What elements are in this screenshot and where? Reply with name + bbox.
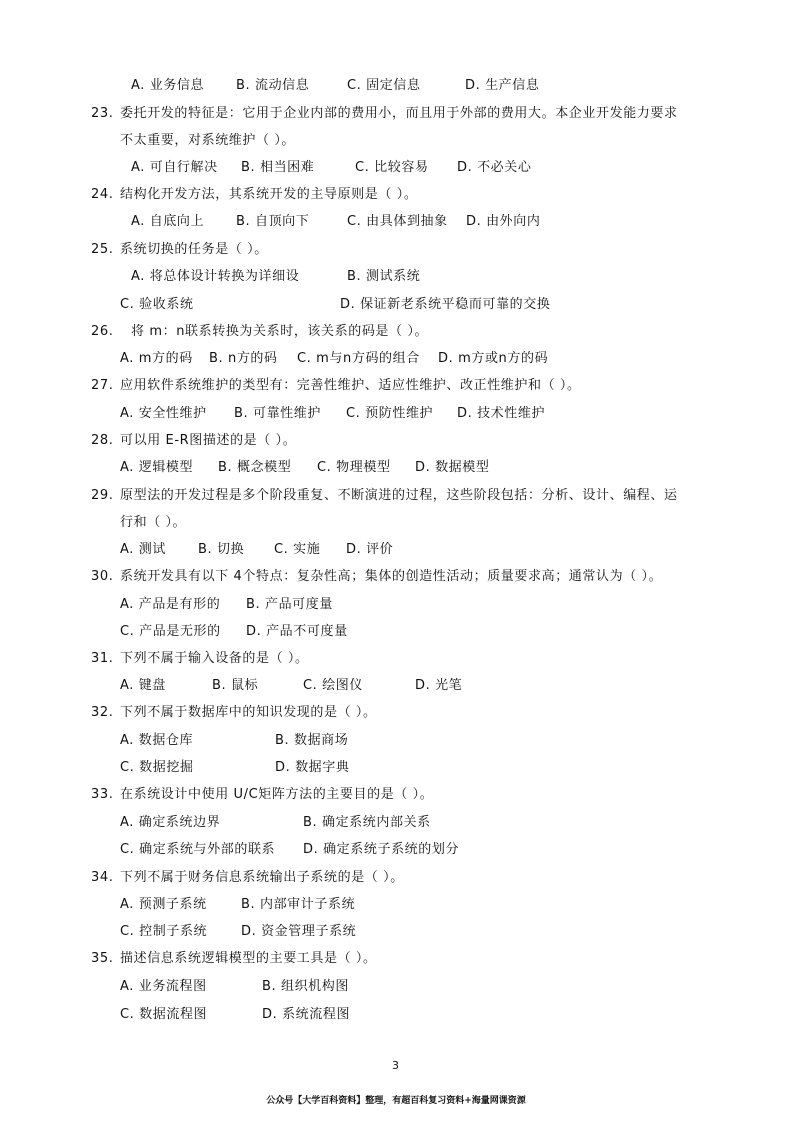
- option-c: C. 比较容易: [355, 160, 429, 175]
- option-b: B. 内部审计子系统: [241, 897, 356, 912]
- option-d: D. 产品不可度量: [246, 624, 348, 639]
- question-number: 34.: [91, 870, 114, 885]
- option-a: A. 确定系统边界: [120, 815, 221, 830]
- option-c: C. 验收系统: [120, 297, 194, 312]
- option-c: C. 固定信息: [347, 78, 421, 93]
- option-d: D. 不必关心: [457, 160, 532, 175]
- option-d: D. 系统流程图: [262, 1007, 351, 1022]
- option-c: C. m与n方码的组合: [297, 351, 420, 366]
- question-number: 25.: [91, 242, 114, 257]
- option-c: C. 确定系统与外部的联系: [120, 842, 276, 857]
- option-a: A. 安全性维护: [120, 406, 207, 421]
- option-a: A. 产品是有形的: [120, 597, 221, 612]
- question-number: 23.: [91, 106, 114, 121]
- option-a: A. 将总体设计转换为详细设: [131, 269, 300, 284]
- option-d: D. 数据字典: [275, 760, 350, 775]
- option-a: A. m方的码: [120, 351, 193, 366]
- question-text: 委托开发的特征是：它用于企业内部的费用小，而且用于外部的费用大。本企业开发能力要求: [120, 106, 678, 121]
- footer-note: 公众号【大学百科资料】整理，有超百科复习资料+海量网课资源: [266, 1096, 526, 1106]
- option-b: B. 流动信息: [236, 78, 310, 93]
- question-number: 26.: [91, 324, 114, 339]
- option-b: B. 产品可度量: [246, 597, 333, 612]
- option-d: D. 光笔: [415, 678, 463, 693]
- option-a: A. 业务信息: [131, 78, 205, 93]
- question-number: 30.: [91, 569, 114, 584]
- option-b: B. 确定系统内部关系: [303, 815, 431, 830]
- option-b: B. 切换: [198, 542, 245, 557]
- question-text: 行和（ ）。: [120, 515, 187, 530]
- page-number: 3: [392, 1059, 399, 1072]
- option-b: B. 组织机构图: [262, 979, 349, 994]
- question-text: 下列不属于数据库中的知识发现的是（ ）。: [120, 705, 377, 720]
- option-d: D. 生产信息: [465, 78, 540, 93]
- option-b: B. 可靠性维护: [234, 406, 321, 421]
- option-b: B. 数据商场: [275, 733, 349, 748]
- option-c: C. 物理模型: [317, 460, 391, 475]
- option-d: D. 确定系统子系统的划分: [303, 842, 460, 857]
- question-number: 32.: [91, 705, 114, 720]
- question-number: 24.: [91, 187, 114, 202]
- question-number: 35.: [91, 951, 114, 966]
- option-a: A. 逻辑模型: [120, 460, 194, 475]
- option-c: C. 预防性维护: [346, 406, 434, 421]
- option-c: C. 实施: [274, 542, 321, 557]
- option-a: A. 测试: [120, 542, 166, 557]
- option-a: A. 预测子系统: [120, 897, 207, 912]
- option-b: B. n方的码: [209, 351, 278, 366]
- option-a: A. 数据仓库: [120, 733, 194, 748]
- option-b: B. 测试系统: [347, 269, 421, 284]
- option-d: D. 数据模型: [415, 460, 490, 475]
- option-b: B. 鼠标: [212, 678, 259, 693]
- option-c: C. 数据挖掘: [120, 760, 194, 775]
- option-a: A. 业务流程图: [120, 979, 207, 994]
- option-b: B. 概念模型: [218, 460, 292, 475]
- question-text: 描述信息系统逻辑模型的主要工具是（ ）。: [120, 951, 377, 966]
- question-number: 31.: [91, 651, 114, 666]
- question-text: 在系统设计中使用 U/C矩阵方法的主要目的是（ ）。: [120, 787, 434, 802]
- option-d: D. 评价: [346, 542, 394, 557]
- option-d: D. 资金管理子系统: [241, 924, 357, 939]
- question-text: 将 m：n联系转换为关系时，该关系的码是（ ）。: [131, 324, 429, 339]
- option-c: C. 控制子系统: [120, 924, 208, 939]
- option-b: B. 相当困难: [241, 160, 315, 175]
- option-d: D. 保证新老系统平稳而可靠的交换: [340, 297, 551, 312]
- question-number: 27.: [91, 378, 114, 393]
- option-a: A. 可自行解决: [131, 160, 218, 175]
- question-text: 下列不属于输入设备的是（ ）。: [120, 651, 309, 666]
- question-number: 33.: [91, 787, 114, 802]
- option-c: C. 由具体到抽象: [347, 214, 448, 229]
- question-number: 28.: [91, 433, 114, 448]
- question-text: 系统开发具有以下 4个特点：复杂性高；集体的创造性活动；质量要求高；通常认为（ ）。: [120, 569, 663, 584]
- question-text: 可以用 E-R图描述的是（ ）。: [120, 433, 297, 448]
- option-b: B. 自顶向下: [236, 214, 310, 229]
- question-text: 下列不属于财务信息系统输出子系统的是（ ）。: [120, 870, 404, 885]
- question-text: 原型法的开发过程是多个阶段重复、不断演进的过程，这些阶段包括：分析、设计、编程、运: [120, 488, 678, 503]
- option-d: D. 由外向内: [466, 214, 541, 229]
- option-a: A. 自底向上: [131, 214, 205, 229]
- question-text: 应用软件系统维护的类型有：完善性维护、适应性维护、改正性维护和（ ）。: [120, 378, 581, 393]
- option-d: D. 技术性维护: [457, 406, 546, 421]
- question-text: 系统切换的任务是（ ）。: [120, 242, 268, 257]
- question-number: 29.: [91, 488, 114, 503]
- option-c: C. 数据流程图: [120, 1007, 208, 1022]
- question-text: 结构化开发方法，其系统开发的主导原则是（ ）。: [120, 187, 418, 202]
- option-d: D. m方或n方的码: [438, 351, 549, 366]
- question-text: 不太重要，对系统维护（ ）。: [120, 133, 296, 148]
- option-c: C. 绘图仪: [303, 678, 363, 693]
- option-c: C. 产品是无形的: [120, 624, 221, 639]
- option-a: A. 键盘: [120, 678, 166, 693]
